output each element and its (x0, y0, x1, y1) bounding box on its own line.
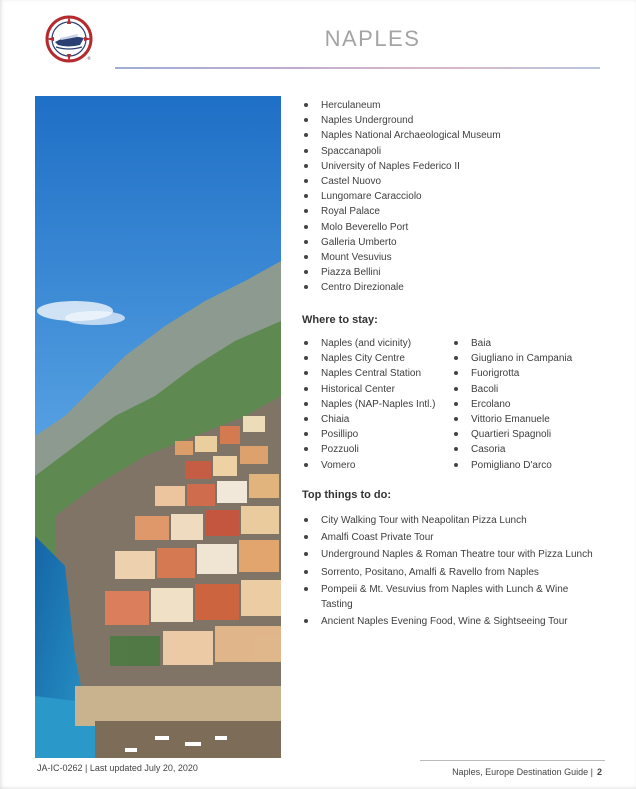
list-item: Amalfi Coast Private Tour (302, 530, 594, 545)
list-item: Posillipo (302, 427, 452, 442)
list-item: Vomero (302, 458, 452, 473)
coastline-photo (35, 96, 281, 758)
list-item: Castel Nuovo (302, 174, 602, 189)
list-item: Bacoli (452, 382, 602, 397)
top-things-heading: Top things to do: (302, 489, 391, 501)
list-item: Spaccanapoli (302, 144, 602, 159)
list-item: Lungomare Caracciolo (302, 189, 602, 204)
list-item: University of Naples Federico II (302, 159, 602, 174)
list-item: Giugliano in Campania (452, 351, 602, 366)
list-item: City Walking Tour with Neapolitan Pizza Lunch (302, 513, 594, 528)
list-item: Naples City Centre (302, 351, 452, 366)
list-item: Pomigliano D'arco (452, 458, 602, 473)
guide-title: Naples, Europe Destination Guide | (452, 767, 593, 777)
list-item: Underground Naples & Roman Theatre tour with Pizza Lunch (302, 547, 594, 562)
list-item: Chiaia (302, 412, 452, 427)
list-item: Galleria Umberto (302, 235, 602, 250)
list-item: Casoria (452, 442, 602, 457)
list-item: Baia (452, 336, 602, 351)
list-item: Naples Underground (302, 113, 602, 128)
list-item: Piazza Bellini (302, 265, 602, 280)
list-item: Naples National Archaeological Museum (302, 128, 602, 143)
stay-list-right (452, 336, 602, 473)
top-things-list (302, 513, 594, 631)
list-item: Centro Direzionale (302, 280, 602, 295)
stay-list-left (302, 336, 452, 473)
list-item: Ancient Naples Evening Food, Wine & Sightseeing Tour (302, 614, 594, 629)
list-item: Naples Central Station (302, 366, 452, 381)
list-item: Naples (and vicinity) (302, 336, 452, 351)
where-to-stay-heading: Where to stay: (302, 314, 378, 326)
list-item: Vittorio Emanuele (452, 412, 602, 427)
list-item: Molo Beverello Port (302, 220, 602, 235)
svg-text:®: ® (87, 56, 91, 61)
footer-divider (420, 760, 605, 761)
title-divider (115, 67, 600, 69)
list-item: Pompeii & Mt. Vesuvius from Naples with Lunch & Wine Tasting (302, 582, 594, 612)
sights-list (302, 98, 602, 296)
page-title: NAPLES (324, 26, 421, 51)
list-item: Quartieri Spagnoli (452, 427, 602, 442)
page-number: 2 (596, 767, 602, 777)
list-item: Royal Palace (302, 204, 602, 219)
list-item: Naples (NAP-Naples Intl.) (302, 397, 452, 412)
list-item: Herculaneum (302, 98, 602, 113)
compass-ship-logo-icon (44, 14, 94, 64)
footer-guide (452, 767, 602, 777)
list-item: Historical Center (302, 382, 452, 397)
list-item: Sorrento, Positano, Amalfi & Ravello from Naples (302, 565, 594, 580)
list-item: Ercolano (452, 397, 602, 412)
document-id: JA-IC-0262 | Last updated July 20, 2020 (37, 763, 198, 773)
list-item: Mount Vesuvius (302, 250, 602, 265)
list-item: Fuorigrotta (452, 366, 602, 381)
list-item: Pozzuoli (302, 442, 452, 457)
